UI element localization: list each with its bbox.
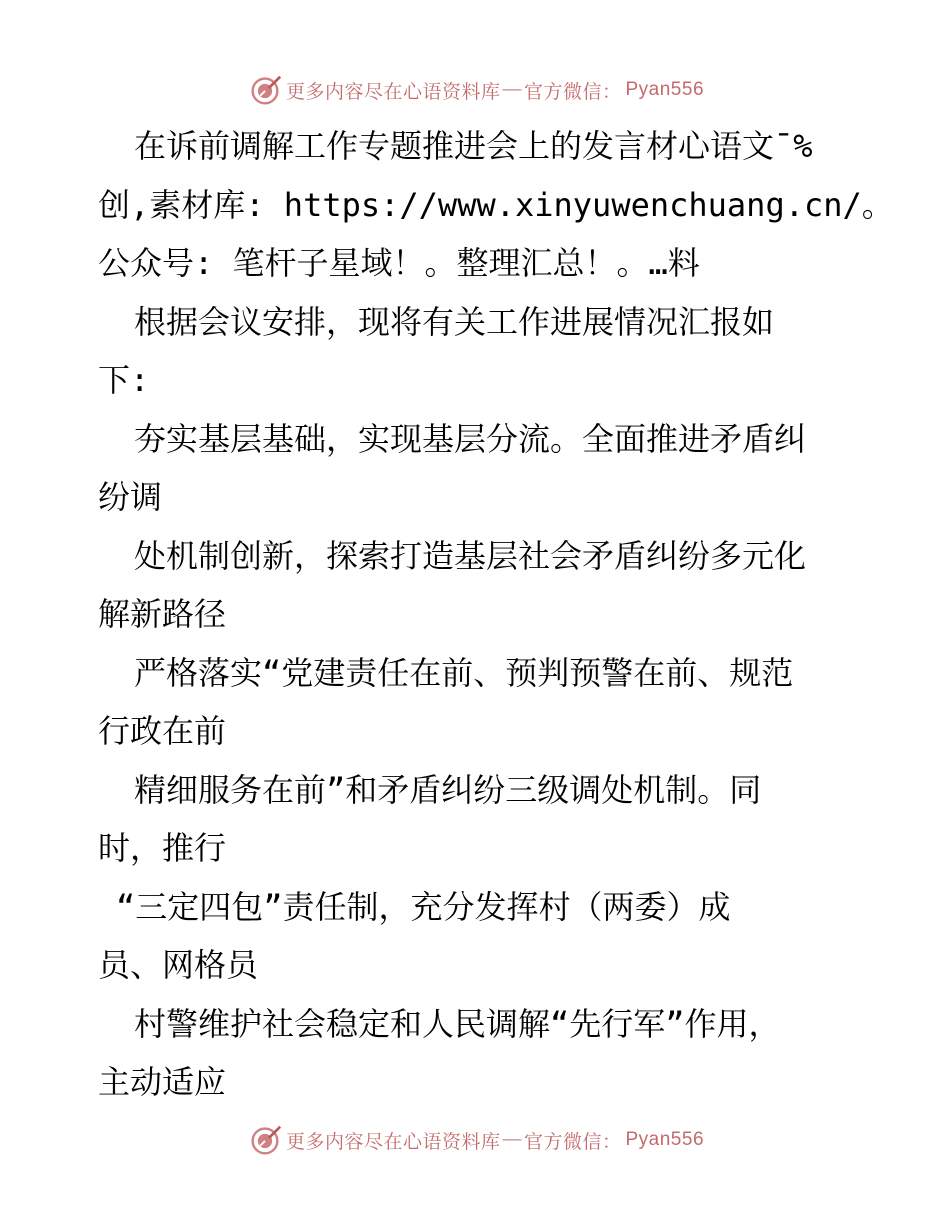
document-body xyxy=(98,117,894,1112)
body-line: 纷调 xyxy=(98,478,163,516)
body-line: “三定四包”责任制，充分发挥村（两委）成 xyxy=(116,887,731,926)
brand-logo-icon xyxy=(246,1121,284,1159)
watermark-separator: — xyxy=(502,1129,522,1150)
body-line: 村警维护社会稳定和人民调解“先行军”作用， xyxy=(134,1004,781,1043)
body-line: 根据会议安排，现将有关工作进展情况汇报如 xyxy=(134,302,775,341)
body-line: 创,素材库: https://www.xinyuwenchuang.cn/。 xyxy=(98,185,894,224)
watermark-brand: 更多内容尽在心语资料库 xyxy=(285,1130,501,1153)
body-line: 严格落实“党建责任在前、预判预警在前、规范 xyxy=(134,653,794,692)
footer-watermark xyxy=(0,1118,950,1162)
watermark-handle: Pyan556 xyxy=(625,1129,705,1150)
body-line: 主动适应 xyxy=(98,1063,227,1101)
body-line: 在诉前调解工作专题推进会上的发言材心语文¯% xyxy=(134,127,813,165)
watermark-handle: Pyan556 xyxy=(625,79,705,100)
body-line: 下: xyxy=(98,361,150,399)
body-line: 处机制创新，探索打造基层社会矛盾纠纷多元化 xyxy=(134,536,807,575)
watermark-label: 官方微信： xyxy=(523,80,622,103)
body-line: 时，推行 xyxy=(98,829,227,867)
body-line: 公众号: 笔杆子星域！。整理汇总！。…料 xyxy=(98,244,700,282)
body-line: 解新路径 xyxy=(98,595,227,633)
watermark-separator: — xyxy=(502,79,522,100)
body-line: 行政在前 xyxy=(98,712,227,750)
body-line: 精细服务在前”和矛盾纠纷三级调处机制。同 xyxy=(134,770,762,809)
body-line: 员、网格员 xyxy=(98,946,259,984)
watermark-label: 官方微信： xyxy=(523,1130,622,1153)
brand-logo-icon xyxy=(246,71,284,109)
body-line: 夯实基层基础，实现基层分流。全面推进矛盾纠 xyxy=(134,419,807,458)
watermark-brand: 更多内容尽在心语资料库 xyxy=(285,80,501,103)
header-watermark xyxy=(0,68,950,112)
